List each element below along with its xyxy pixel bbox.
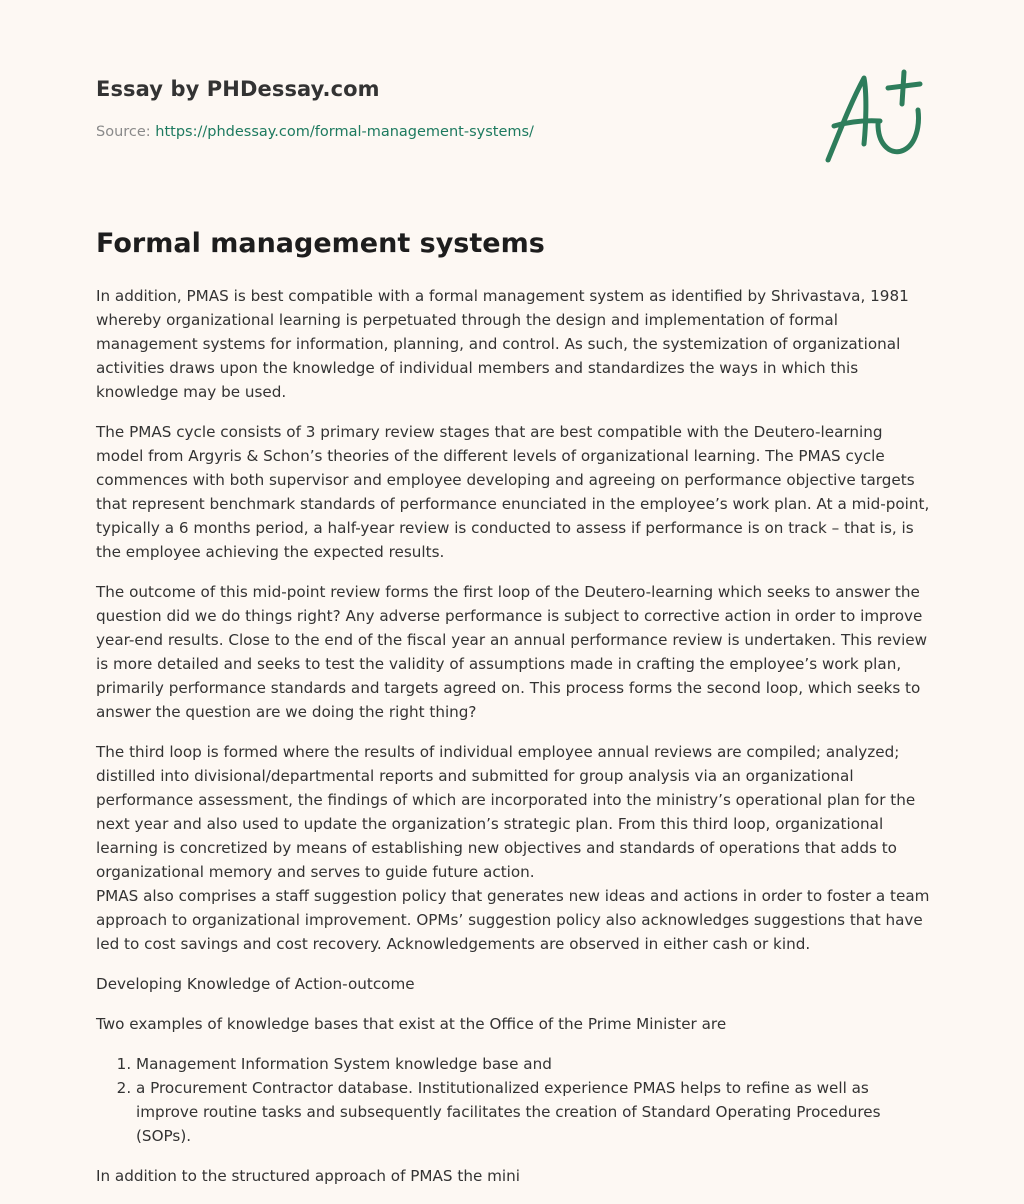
essay-title: Formal management systems bbox=[96, 228, 545, 259]
paragraph: Two examples of knowledge bases that exist at the Office of the Prime Minister are bbox=[96, 1015, 727, 1033]
numbered-list bbox=[96, 1052, 932, 1148]
source-label: Source: bbox=[96, 124, 151, 140]
source-line bbox=[96, 124, 534, 140]
paragraph: In addition, PMAS is best compatible with a formal management system as identified by Shrivastava, 1981 whereby organizational learning is perpetuated through the design and implementation of formal management systems for information, planning, and control. As such, the systemization of organizational activities draws upon the knowledge of individual members and standardizes the ways in which this knowledge may be used. bbox=[96, 287, 909, 401]
site-brand: Essay by PHDessay.com bbox=[96, 77, 380, 101]
closing-paragraph: In addition to the structured approach of PMAS the mini bbox=[96, 1167, 520, 1185]
list-item: 2. a Procurement Contractor database. Institutionalized experience PMAS helps to refine as well as improve routine tasks and subsequently facilitates the creation of Standard Operating Procedures (SOPs). bbox=[136, 1076, 932, 1148]
list-item: 1. Management Information System knowledge base and bbox=[136, 1052, 932, 1076]
paragraph: PMAS also comprises a staff suggestion policy that generates new ideas and actions in order to foster a team approach to organizational improvement. OPMs’ suggestion policy also acknowledges suggestions that have led to cost savings and cost recovery. Acknowledgements are observed in either cash or kind. bbox=[96, 887, 930, 953]
a-plus-logo-icon bbox=[820, 64, 930, 168]
essay-body bbox=[96, 284, 932, 1204]
paragraph: The PMAS cycle consists of 3 primary review stages that are best compatible with the Deutero-learning model from Argyris & Schon’s theories of the different levels of organizational learning. The PMAS cycle commences with both supervisor and employee developing and agreeing on performance objective targets that represent benchmark standards of performance enunciated in the employee’s work plan. At a mid-point, typically a 6 months period, a half-year review is conducted to assess if performance is on track – that is, is the employee achieving the expected results. bbox=[96, 423, 930, 561]
paragraph: The third loop is formed where the results of individual employee annual reviews are compiled; analyzed; distilled into divisional/departmental reports and submitted for group analysis via an organizational performance assessment, the findings of which are incorporated into the ministry’s operational plan for the next year and also used to update the organization’s strategic plan. From this third loop, organizational learning is concretized by means of establishing new objectives and standards of operations that adds to organizational memory and serves to guide future action. bbox=[96, 743, 916, 881]
paragraph: The outcome of this mid-point review forms the first loop of the Deutero-learning which seeks to answer the question did we do things right? Any adverse performance is subject to corrective action in order to improve year-end results. Close to the end of the fiscal year an annual performance review is undertaken. This review is more detailed and seeks to test the validity of assumptions made in crafting the employee’s work plan, primarily performance standards and targets agreed on. This process forms the second loop, which seeks to answer the question are we doing the right thing? bbox=[96, 583, 928, 721]
source-link[interactable]: https://phdessay.com/formal-management-systems/ bbox=[155, 124, 534, 140]
section-subheading: Developing Knowledge of Action-outcome bbox=[96, 975, 415, 993]
